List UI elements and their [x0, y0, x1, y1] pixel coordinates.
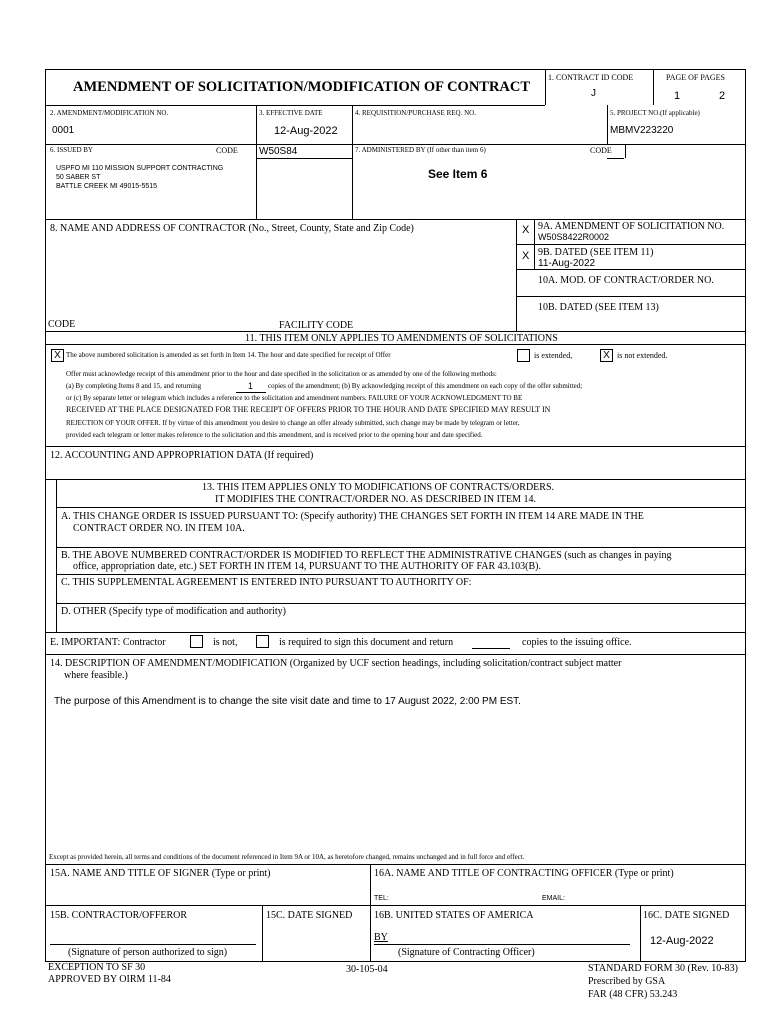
- tel-label: TEL:: [374, 895, 389, 902]
- solicitation-number: W50S8422R0002: [538, 232, 610, 242]
- item11-p2b: copies of the amendment; (b) By acknowledging receipt of this amendment on each copy of the offer submitted;: [268, 382, 583, 390]
- box7-code-label: CODE: [590, 146, 612, 155]
- form-title: AMENDMENT OF SOLICITATION/MODIFICATION OF CONTRACT: [73, 79, 531, 95]
- box8-code-label: CODE: [48, 319, 76, 330]
- item14-footer: Except as provided herein, all terms and conditions of the document referenced in Item 9A or 10A, as heretofore changed, remains unchanged and in full force and effect.: [49, 853, 525, 861]
- item11-p2a: (a) By completing Items 8 and 15, and returning: [66, 382, 202, 390]
- solicitation-date: 11-Aug-2022: [538, 258, 596, 269]
- footer-prescribed: Prescribed by GSA: [588, 976, 666, 987]
- footer-form-number: 30-105-04: [346, 964, 388, 975]
- item13-c: C. THIS SUPPLEMENTAL AGREEMENT IS ENTERED INTO PURSUANT TO AUTHORITY OF:: [61, 577, 472, 588]
- by-label: BY: [374, 932, 388, 943]
- item11-header: 11. THIS ITEM ONLY APPLIES TO AMENDMENTS OF SOLICITATIONS: [245, 333, 558, 344]
- box9a-label: 9A. AMENDMENT OF SOLICITATION NO.: [538, 221, 725, 232]
- box9b-mark: X: [522, 250, 530, 262]
- footer-exception: EXCEPTION TO SF 30: [48, 962, 146, 973]
- contract-id-value: J: [591, 88, 596, 99]
- item14-description: The purpose of this Amendment is to change the site visit date and time to 17 August 2022, 2:00 PM EST.: [54, 696, 521, 707]
- item13-b2: office, appropriation date, etc.) SET FORTH IN ITEM 14, PURSUANT TO THE AUTHORITY OF FAR 43.103(B).: [73, 561, 541, 572]
- officer-signature-caption: (Signature of Contracting Officer): [398, 947, 535, 958]
- amendment-form: [45, 69, 746, 962]
- item14-label1: 14. DESCRIPTION OF AMENDMENT/MODIFICATION (Organized by UCF section headings, including solicitation/contract subject matter: [50, 658, 622, 669]
- extended-checkbox[interactable]: [517, 349, 530, 362]
- item11-p6: provided each telegram or letter makes reference to the solicitation and this amendment, and is received prior to the opening hour and date specified.: [66, 431, 483, 439]
- issuer-code: W50S84: [259, 146, 298, 157]
- item13-a1: A. THIS CHANGE ORDER IS ISSUED PURSUANT TO: (Specify authority) THE CHANGES SET FORTH IN ITEM 14 ARE MADE IN THE: [61, 511, 644, 522]
- box2-label: 2. AMENDMENT/MODIFICATION NO.: [50, 109, 169, 117]
- box8-label: 8. NAME AND ADDRESS OF CONTRACTOR (No., Street, County, State and Zip Code): [50, 223, 414, 234]
- box3-label: 3. EFFECTIVE DATE: [259, 109, 323, 117]
- pages-label: PAGE OF PAGES: [666, 73, 725, 82]
- item11-line1: The above numbered solicitation is amended as set forth in Item 14. The hour and date specified for receipt of Offer: [66, 351, 391, 359]
- footer-approved: APPROVED BY OIRM 11-84: [48, 974, 171, 985]
- item14-label2: where feasible.): [64, 670, 128, 681]
- item13-b1: B. THE ABOVE NUMBERED CONTRACT/ORDER IS MODIFIED TO REFLECT THE ADMINISTRATIVE CHANGES (such as changes in paying: [61, 550, 672, 561]
- amendment-number: 0001: [52, 125, 75, 136]
- item11-p1: Offer must acknowledge receipt of this amendment prior to the hour and date specified in the solicitation or as amended by one of the following methods:: [66, 370, 497, 378]
- box7-label: 7. ADMINISTERED BY (If other than item 6): [355, 146, 486, 154]
- officer-date-signed: 12-Aug-2022: [650, 935, 714, 947]
- footer-far: FAR (48 CFR) 53.243: [588, 989, 678, 1000]
- total-pages: 2: [719, 90, 726, 102]
- contract-id-label: 1. CONTRACT ID CODE: [548, 73, 634, 82]
- item16c-label: 16C. DATE SIGNED: [643, 910, 730, 921]
- is-not-checkbox[interactable]: [190, 635, 203, 648]
- box9b-label: 9B. DATED (SEE ITEM 11): [538, 247, 654, 258]
- item15b-label: 15B. CONTRACTOR/OFFEROR: [50, 910, 188, 921]
- not-extended-label: is not extended.: [617, 351, 668, 360]
- item11-p3: or (c) By separate letter or telegram which includes a reference to the solicitation and amendment numbers. FAILURE OF YOUR ACKNOWLEDGMENT TO BE: [66, 394, 523, 402]
- item15a-label: 15A. NAME AND TITLE OF SIGNER (Type or print): [50, 868, 271, 879]
- itemE-label: E. IMPORTANT: Contractor: [50, 637, 166, 648]
- item12-label: 12. ACCOUNTING AND APPROPRIATION DATA (If required): [50, 450, 314, 461]
- administered-by: See Item 6: [428, 167, 488, 181]
- item11-p4: RECEIVED AT THE PLACE DESIGNATED FOR THE RECEIPT OF OFFERS PRIOR TO THE HOUR AND DATE SPECIFIED MAY RESULT IN: [66, 405, 551, 414]
- contractor-signature-caption: (Signature of person authorized to sign): [68, 947, 228, 958]
- page-number: 1: [674, 90, 681, 102]
- copies-number: 1: [248, 381, 254, 391]
- is-required-checkbox[interactable]: [256, 635, 269, 648]
- item16a-label: 16A. NAME AND TITLE OF CONTRACTING OFFICER (Type or print): [374, 868, 674, 879]
- item11-p5: REJECTION OF YOUR OFFER. If by virtue of this amendment you desire to change an offer already submitted, such change may be made by telegram or letter,: [66, 419, 520, 427]
- box5-label: 5. PROJECT NO.(If applicable): [610, 109, 700, 117]
- not-extended-checkbox[interactable]: X: [600, 349, 613, 362]
- item13-header2: IT MODIFIES THE CONTRACT/ORDER NO. AS DESCRIBED IN ITEM 14.: [215, 494, 537, 505]
- copies-to-issuing-office: copies to the issuing office.: [522, 637, 632, 648]
- box6-code-label: CODE: [216, 146, 238, 155]
- item16b-label: 16B. UNITED STATES OF AMERICA: [374, 910, 534, 921]
- issuer-address-line1: USPFO MI 110 MISSION SUPPORT CONTRACTING: [56, 165, 224, 172]
- item15c-label: 15C. DATE SIGNED: [266, 910, 353, 921]
- item13-header1: 13. THIS ITEM APPLIES ONLY TO MODIFICATIONS OF CONTRACTS/ORDERS.: [202, 482, 555, 493]
- box10b-label: 10B. DATED (SEE ITEM 13): [538, 302, 659, 313]
- box4-label: 4. REQUISITION/PURCHASE REQ. NO.: [355, 109, 476, 117]
- issuer-address-line3: BATTLE CREEK MI 49015-5515: [56, 183, 158, 190]
- is-required-label: is required to sign this document and return: [279, 637, 454, 648]
- box10a-label: 10A. MOD. OF CONTRACT/ORDER NO.: [538, 275, 714, 286]
- item13-a2: CONTRACT ORDER NO. IN ITEM 10A.: [73, 523, 245, 534]
- project-number: MBMV223220: [610, 125, 674, 136]
- effective-date: 12-Aug-2022: [274, 125, 338, 137]
- box9a-mark: X: [522, 224, 530, 236]
- item13-d: D. OTHER (Specify type of modification and authority): [61, 606, 286, 617]
- is-not-label: is not,: [213, 637, 238, 648]
- facility-code-label: FACILITY CODE: [279, 320, 354, 331]
- issuer-address-line2: 50 SABER ST: [56, 174, 101, 181]
- email-label: EMAIL:: [542, 895, 565, 902]
- box6-label: 6. ISSUED BY: [50, 146, 93, 154]
- extended-label: is extended,: [534, 351, 573, 360]
- item11-checkbox[interactable]: X: [51, 349, 64, 362]
- footer-standard-form: STANDARD FORM 30 (Rev. 10-83): [588, 963, 738, 974]
